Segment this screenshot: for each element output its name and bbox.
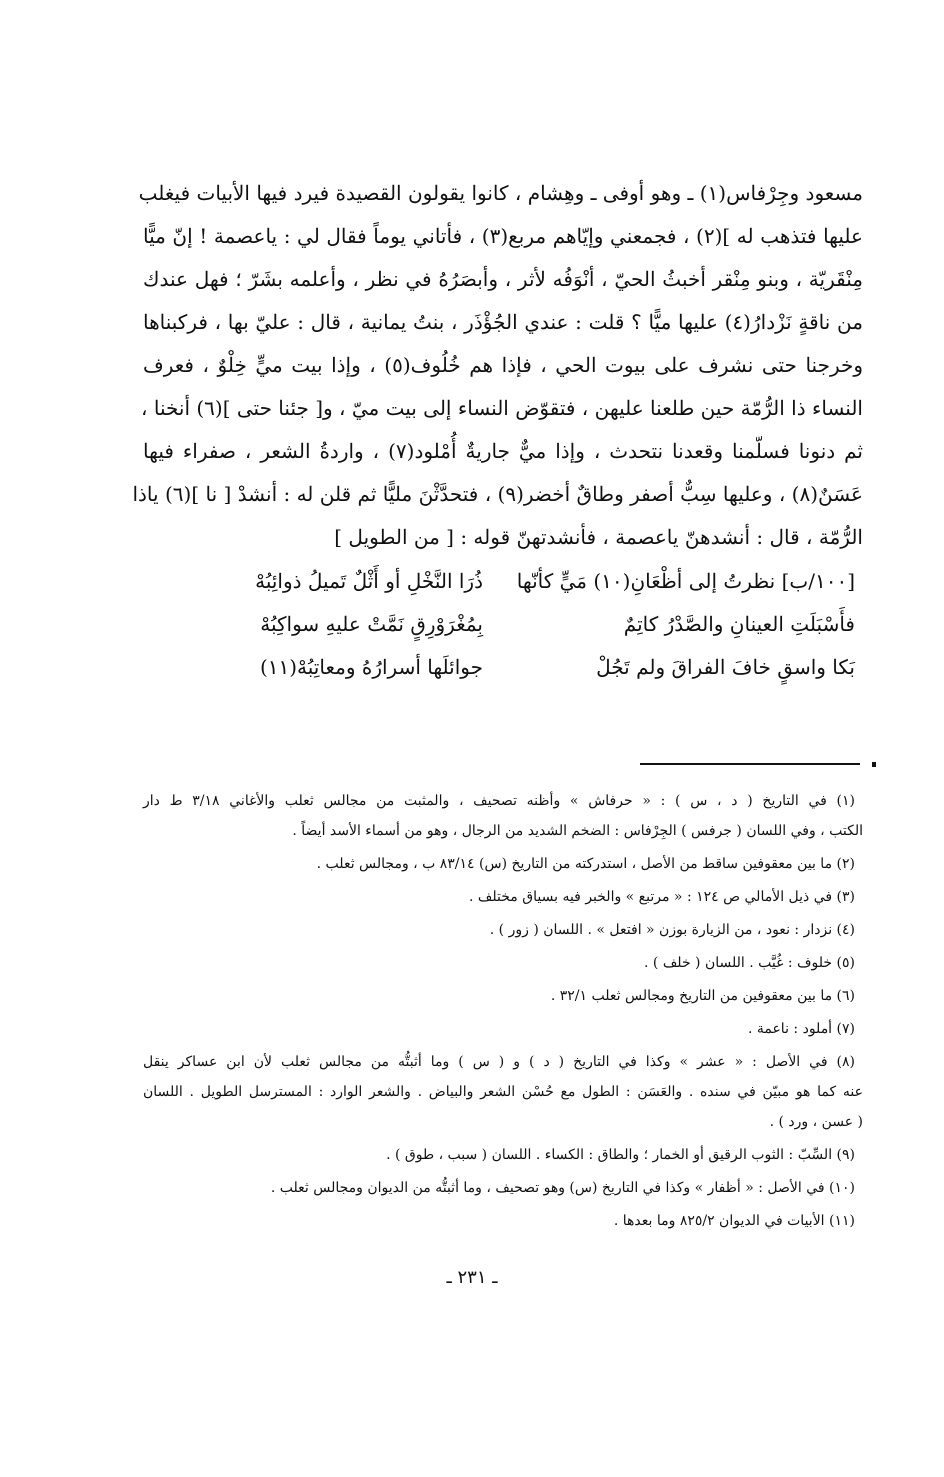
footnote: (١٠) في الأصل : « أظفار » وكذا في التاريخ (س) وهو تصحيف ، وما أثبتُّه من الديوان ومجالس ثعلب . <box>270 1180 855 1196</box>
page-number: ـ ٢٣١ ـ <box>446 1267 498 1288</box>
text-line: الرُّمّة ، قال : أنشدهنّ ياعصمة ، فأنشدتهنّ قوله : [ من الطويل ] <box>334 525 863 549</box>
footnote: (٥) خلوف : غُيَّب . اللسان ( خلف ) . <box>644 955 855 971</box>
footnote-continuation: الكتب ، وفي اللسان ( جرفس ) الجِرْفاس : الضخم الشديد من الرجال ، وهو من أسماء الأسد أيضاً . <box>292 823 863 839</box>
text-line: مسعود وجِرْفاس(١) ـ وهو أوفى ـ وهِشام ، كانوا يقولون القصيدة فيرد فيها الأبيات فيغلب <box>138 181 863 205</box>
text-line: عَسَنٌ(٨) ، وعليها سِبٌّ أصفر وطاقٌ أخضر(٩) ، فتحدَّثْنَ مليًّا ثم قلن له : أنشدْ [ نا ](٦) ياذا <box>132 482 863 506</box>
verse <box>143 560 863 603</box>
verse <box>143 646 863 689</box>
footnote: (٣) في ذيل الأمالي ص ١٢٤ : « مرتبع » والخبر فيه بسياق مختلف . <box>469 889 855 905</box>
footnote-continuation: عنه كما هو مبيّن في سنده . والعَسَن : الطول مع حُسْن الشعر والبياض . والشعر الوارد : المسترسل الطويل . اللسان <box>143 1084 863 1100</box>
text-line: وخرجنا حتى نشرف على بيوت الحي ، فإذا هم خُلُوف(٥) ، وإذا بيت ميٍّ خِلْوٌ ، فعرف <box>143 353 863 377</box>
footnote-continuation: ( عسن ، ورد ) . <box>769 1114 863 1130</box>
footnote: (٤) نزدار : نعود ، من الزيارة بوزن « افتعل » . اللسان ( زور ) . <box>489 922 855 938</box>
footnote-separator <box>640 763 860 765</box>
text-line: النساء ذا الرُّمّة حين طلعنا عليهن ، فتقوّض النساء إلى بيت ميّ ، و[ جئنا حتى ](٦) أنخنا ، <box>141 396 863 420</box>
footnote: (٦) ما بين معقوفين من التاريخ ومجالس ثعلب ٣٢/١ . <box>550 988 855 1004</box>
poem <box>143 560 863 689</box>
footnote: (١١) الأبيات في الديوان ٨٢٥/٢ وما بعدها . <box>613 1213 855 1229</box>
footnotes <box>143 786 863 1236</box>
text-line: ثم دنونا فسلّمنا وقعدنا نتحدث ، وإذا ميٌّ جاريةٌ أُمْلود(٧) ، واردةُ الشعر ، صفراء فيها <box>143 439 864 463</box>
verse-first-hemistich: بَكا واسقٍ خافَ الفراقَ ولم تَجُلْ <box>596 655 855 679</box>
verse-second-hemistich: جوائلَها أسرارُهُ ومعاتِبُهْ(١١) <box>259 655 483 679</box>
footnote: (٨) في الأصل : « عشر » وكذا في التاريخ ( د ) و ( س ) وما أثبتُّه من مجالس ثعلب لأن ابن عساكر ينقل <box>143 1054 855 1070</box>
margin-mark <box>872 762 876 767</box>
text-line: عليها فتذهب له ](٢) ، فجمعني وإيّاهم مربع(٣) ، فأتاني يوماً فقال لي : ياعصمة ! إنّ ميًّا <box>143 224 863 248</box>
verse <box>143 603 863 646</box>
text-line: من ناقةٍ نَزْدارُ(٤) عليها ميًّا ؟ قلت : عندي الجُؤْذَر ، بنتُ يمانية ، قال : عليّ بها ، فركبناها <box>143 310 863 334</box>
verse-second-hemistich: بِمُغْرَوْرِقٍ نَمَّتْ عليهِ سواكِبُهْ <box>260 612 483 636</box>
verse-second-hemistich: ذُرَا النَّخْلِ أو أَثْلٌ تَميلُ ذوائِبُهْ <box>255 569 483 593</box>
footnote: (٧) أملود : ناعمة . <box>747 1021 855 1037</box>
footnote: (٩) السِّبّ : الثوب الرقيق أو الخمار ؛ والطاق : الكساء . اللسان ( سبب ، طوق ) . <box>386 1147 855 1163</box>
footnote: (١) في التاريخ ( د ، س ) : « حرفاش » وأظنه تصحيف ، والمثبت من مجالس ثعلب والأغاني ٣/١٨ ط دار <box>143 793 855 809</box>
verse-first-hemistich: فأَسْبَلَتِ العينانِ والصَّدْرُ كاتِمٌ <box>623 612 855 636</box>
verse-first-hemistich: [١٠٠/ب] نظرتُ إلى أظْعَانِ(١٠) مَيٍّ كأنّها <box>516 569 855 593</box>
footnote: (٢) ما بين معقوفين ساقط من الأصل ، استدركته من التاريخ (س) ٨٣/١٤ ب ، ومجالس ثعلب . <box>316 856 855 872</box>
text-line: مِنْقَريّة ، وبنو مِنْقر أخبثُ الحيّ ، أنْوَفُه لأثر ، وأبصَرُهُ في نظر ، وأعلمه بشَرّ ؛ فهل عندك <box>143 267 863 291</box>
main-text <box>132 172 864 559</box>
